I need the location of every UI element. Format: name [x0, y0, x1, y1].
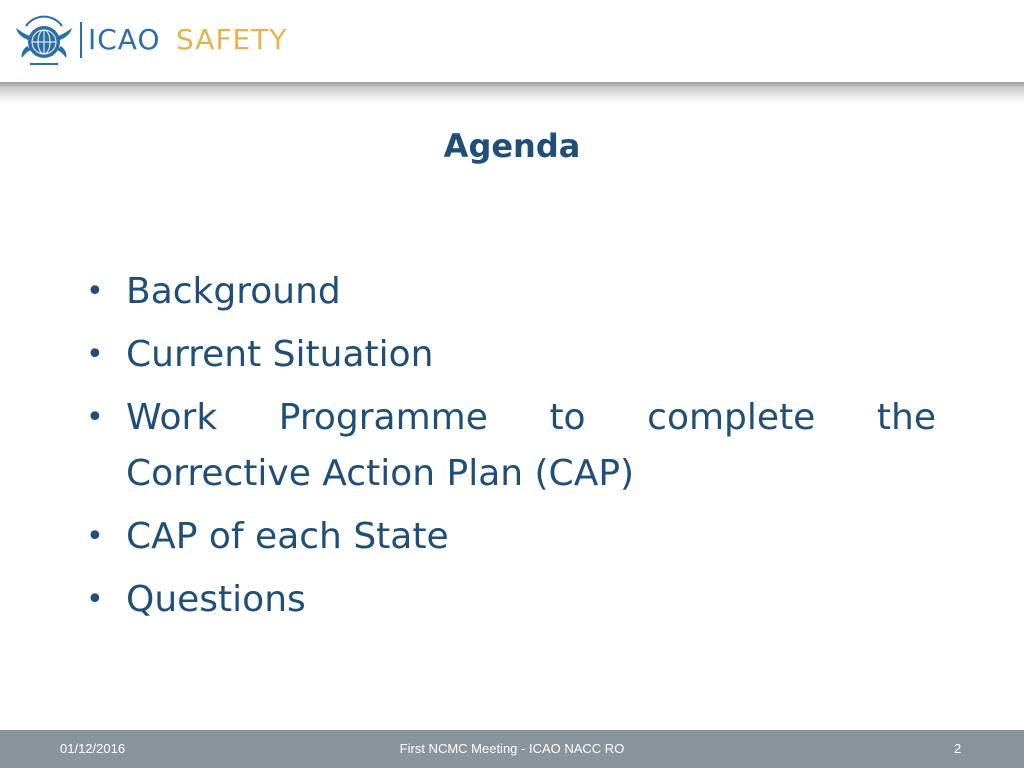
- agenda-item-label-line2: Corrective Action Plan (CAP): [126, 453, 635, 494]
- bullet-icon: •: [86, 400, 104, 435]
- footer-event-name: First NCMC Meeting - ICAO NACC RO: [399, 741, 625, 756]
- header-divider: [0, 82, 1024, 104]
- agenda-item: [86, 327, 936, 383]
- agenda-item: [86, 264, 936, 320]
- agenda-item-label-line1: Work Programme to complete the: [126, 397, 936, 438]
- bullet-icon: •: [86, 274, 104, 309]
- icao-emblem-icon: [14, 12, 74, 72]
- agenda-item-label: Questions: [126, 579, 306, 620]
- bullet-icon: •: [86, 519, 104, 554]
- footer-page-number: 2: [954, 741, 962, 756]
- agenda-item: [86, 509, 936, 565]
- brand-program-name: SAFETY: [176, 23, 288, 56]
- agenda-item-label: CAP of each State: [126, 516, 449, 557]
- agenda-item: [86, 390, 936, 502]
- slide-footer: [0, 730, 1024, 768]
- agenda-item-label: Background: [126, 271, 341, 312]
- agenda-item: [86, 572, 936, 628]
- footer-date: 01/12/2016: [60, 741, 126, 756]
- brand-divider: [80, 22, 82, 58]
- bullet-icon: •: [86, 337, 104, 372]
- agenda-item-label: Current Situation: [126, 334, 434, 375]
- brand-org-name: ICAO: [88, 23, 161, 56]
- slide-title: Agenda: [443, 127, 581, 165]
- slide-header: [0, 0, 1024, 84]
- agenda-list: [86, 264, 936, 635]
- bullet-icon: •: [86, 582, 104, 617]
